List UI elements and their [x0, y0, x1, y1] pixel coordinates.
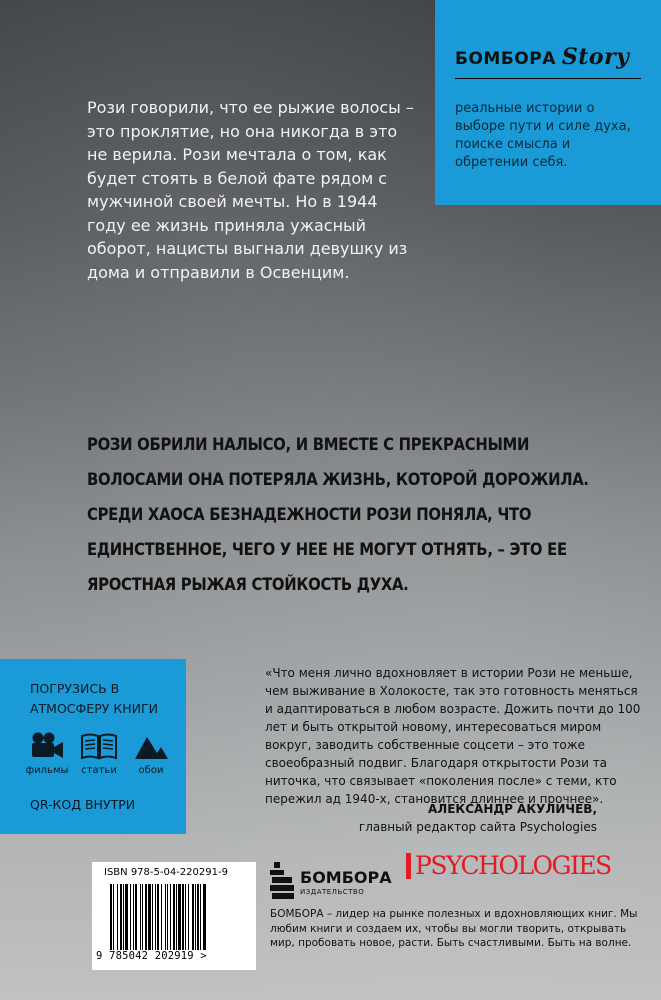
- barcode-digits: 9 785042 202919 >: [96, 950, 207, 962]
- qr-promo-box: [0, 659, 186, 834]
- qr-promo-icons: [24, 731, 174, 791]
- barcode-graphic: [108, 884, 248, 950]
- articles-label: статьи: [81, 765, 117, 776]
- mountains-icon: [133, 731, 169, 761]
- series-brand-story: Story: [561, 44, 630, 70]
- qr-code-label: QR-КОД ВНУТРИ: [30, 797, 136, 812]
- publisher-logo: [270, 862, 390, 902]
- quote-author-role: главный редактор сайта Psychologies: [358, 820, 597, 834]
- films-item: [24, 731, 70, 776]
- articles-item: [76, 731, 122, 776]
- isbn-label: ISBN 978-5-04-220291-9: [104, 867, 228, 878]
- series-description: реальные истории о выборе пути и силе духа, поиске смысла и обретении себя.: [455, 101, 631, 170]
- publisher-description: БОМБОРА – лидер на рынке полезных и вдохновляющих книг. Мы любим книги и создаем их, чтобы вы могли творить, открывать мир, пробовать новое, расти. Быть счастливыми. Быть на волне.: [270, 908, 638, 949]
- quote-author: [265, 800, 597, 836]
- series-box: [435, 0, 661, 205]
- series-brand: [455, 44, 629, 70]
- publisher-subtitle: ИЗДАТЕЛЬСТВО: [300, 888, 365, 896]
- isbn-barcode-box: [92, 862, 256, 970]
- headline-paragraph: РОЗИ ОБРИЛИ НАЛЫСО, И ВМЕСТЕ С ПРЕКРАСНЫМИ ВОЛОСАМИ ОНА ПОТЕРЯЛА ЖИЗНЬ, КОТОРОЙ ДОРОЖИЛА. СРЕДИ ХАОСА БЕЗНАДЕЖНОСТИ РОЗИ ПОНЯЛА, ЧТО ЕДИНСТВЕННОЕ, ЧЕГО У НЕЕ НЕ МОГУТ ОТНЯТЬ, – ЭТО ЕЕ ЯРОСТНАЯ РЫЖАЯ СТОЙКОСТЬ ДУХА.: [87, 435, 589, 594]
- publisher-name: БОМБОРА: [300, 868, 392, 887]
- psychologies-side-mark: [405, 851, 413, 881]
- intro-paragraph: Рози говорили, что ее рыжие волосы – это проклятие, но она никогда в это не верила. Рози мечтала о том, как будет стоять в белой фате рядом с мужчиной своей мечты. Но в 1944 году ее жизнь приняла ужасный оборот, нацисты выгнали девушку из дома и отправили в Освенцим.: [87, 98, 414, 282]
- psychologies-wordmark: PSYCHOLOGIES: [415, 851, 611, 880]
- film-camera-icon: [29, 731, 65, 761]
- films-label: фильмы: [25, 765, 69, 776]
- open-book-icon: [80, 731, 118, 761]
- wallpapers-item: [128, 731, 174, 776]
- series-brand-underline: [455, 78, 641, 79]
- quote-author-name: АЛЕКСАНДР АКУЛИЧЕВ,: [427, 802, 597, 816]
- qr-promo-title: ПОГРУЗИСЬ В АТМОСФЕРУ КНИГИ: [30, 681, 158, 716]
- review-quote: «Что меня лично вдохновляет в истории Рози не меньше, чем выживание в Холокосте, так это готовность меняться и адаптироваться в любом возрасте. Дожить почти до 100 лет и быть открытой новому, интересоваться миром вокруг, заводить собственные соцсети – это тоже своеобразный подвиг. Благодаря открытости Рози та ниточка, что связывает «поколения после» с теми, кто пережил ад 1940-х, становится длиннее и прочнее».: [265, 666, 641, 806]
- bombora-mark-icon: [270, 862, 296, 900]
- series-brand-name: БОМБОРА: [455, 49, 556, 69]
- wallpapers-label: обои: [138, 765, 164, 776]
